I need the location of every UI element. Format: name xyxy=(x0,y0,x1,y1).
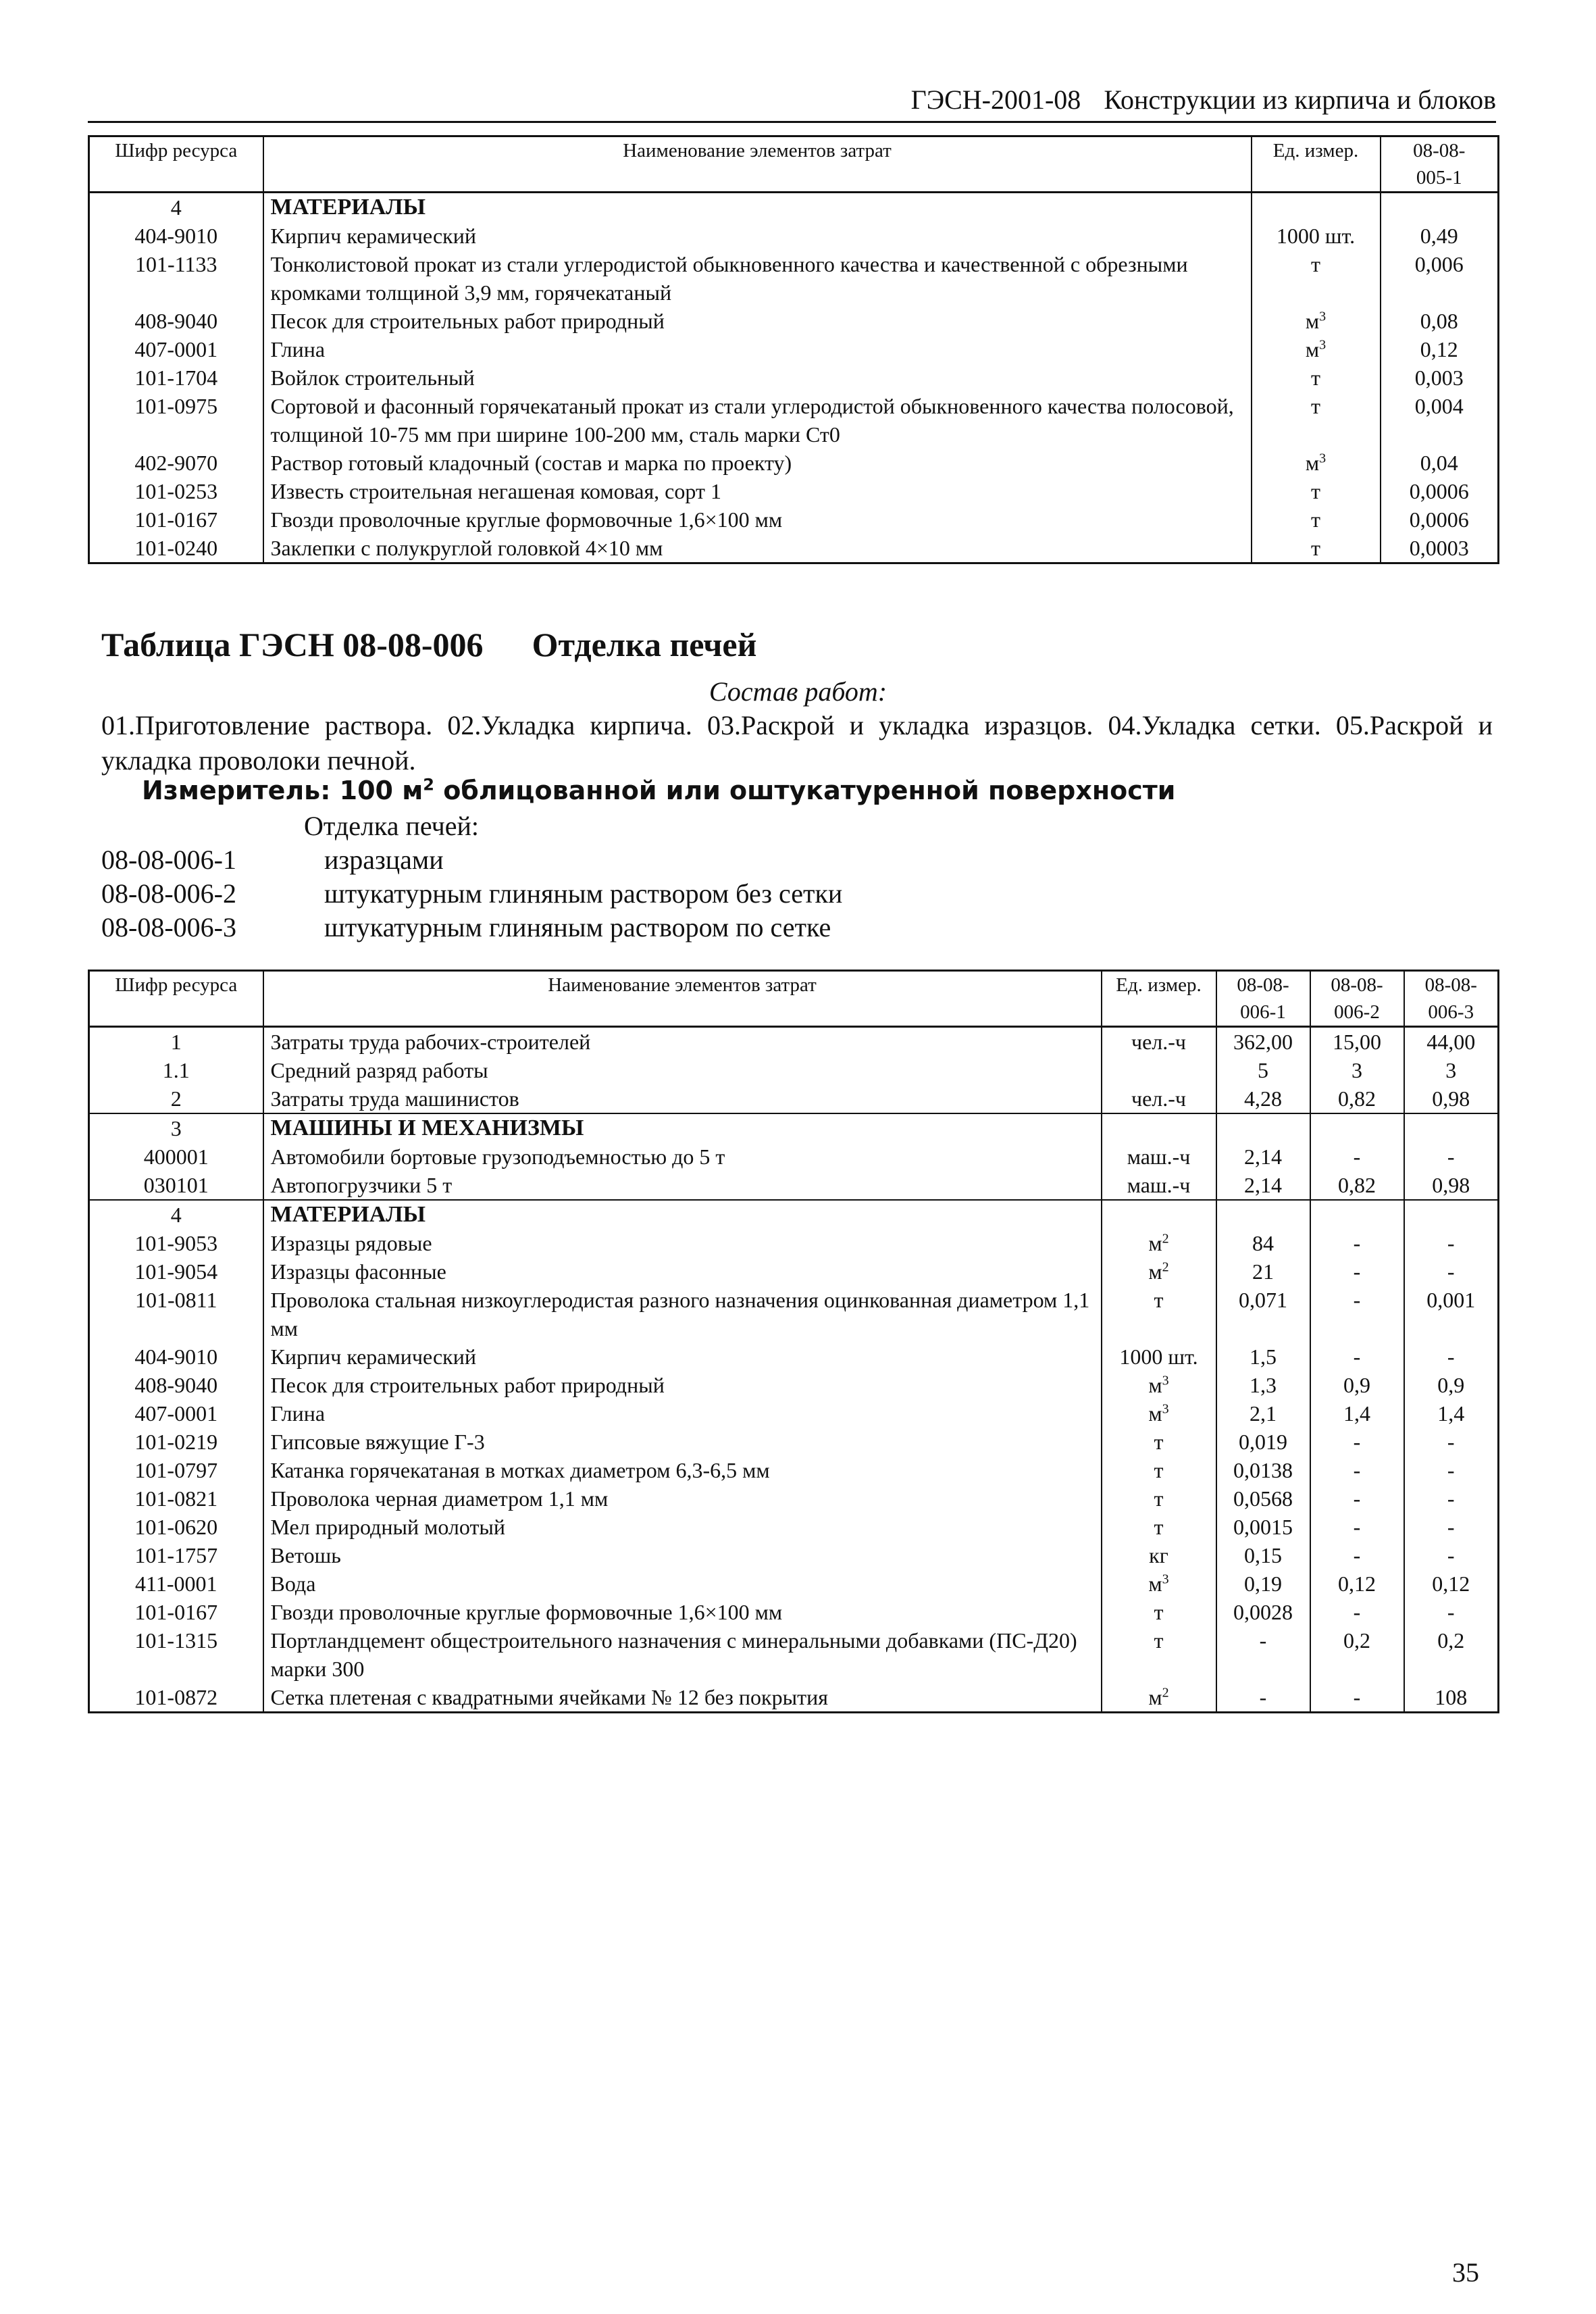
value-006-1: - xyxy=(1216,1683,1310,1713)
resource-unit: маш.-ч xyxy=(1102,1142,1216,1171)
value-006-3: - xyxy=(1404,1142,1499,1171)
resource-unit: маш.-ч xyxy=(1102,1171,1216,1200)
resource-name: Войлок строительный xyxy=(263,363,1252,392)
resource-name: Известь строительная негашеная комовая, сорт 1 xyxy=(263,477,1252,505)
resource-value: 0,003 xyxy=(1381,363,1499,392)
table-row xyxy=(89,1027,1499,1057)
table-row xyxy=(89,1371,1499,1399)
value-006-2: - xyxy=(1310,1683,1404,1713)
table-name: Отделка печей xyxy=(532,626,757,663)
resource-name: Портландцемент общестроительного назначения с минеральными добавками (ПС-Д20) марки 300 xyxy=(263,1626,1102,1683)
resource-unit: кг xyxy=(1102,1541,1216,1569)
value-006-3: 0,98 xyxy=(1404,1171,1499,1200)
resource-unit: т xyxy=(1102,1428,1216,1456)
resource-value: 0,12 xyxy=(1381,335,1499,363)
resource-unit: т xyxy=(1102,1286,1216,1342)
value-006-3: - xyxy=(1404,1513,1499,1541)
resource-unit: т xyxy=(1252,392,1381,449)
resource-unit: т xyxy=(1252,250,1381,307)
resource-name: Песок для строительных работ природный xyxy=(263,1371,1102,1399)
col-header-value: 08-08- 005-1 xyxy=(1381,136,1499,193)
resource-value: 0,0006 xyxy=(1381,505,1499,534)
value-006-2: 0,82 xyxy=(1310,1171,1404,1200)
resource-name: Гвозди проволочные круглые формовочные 1,6×100 мм xyxy=(263,1598,1102,1626)
meter-description: облицованной или оштукатуренной поверхности xyxy=(443,776,1176,805)
value-006-2: 0,82 xyxy=(1310,1084,1404,1113)
table-row xyxy=(89,1229,1499,1257)
resource-unit: $м^3$ xyxy=(1252,335,1381,363)
col-header-name: Наименование элементов затрат xyxy=(263,971,1102,1027)
section-row-materials xyxy=(89,193,1499,222)
col-header-name: Наименование элементов затрат xyxy=(263,136,1252,193)
resource-code: 101-1704 xyxy=(89,363,263,392)
table-row xyxy=(89,392,1499,449)
composition-label: Состав работ: xyxy=(709,676,887,707)
value-006-1: 0,0028 xyxy=(1216,1598,1310,1626)
value-006-3: 3 xyxy=(1404,1056,1499,1084)
value-006-2: - xyxy=(1310,1456,1404,1484)
value-006-2: - xyxy=(1310,1229,1404,1257)
meter-value: 100 $м^2$ xyxy=(339,775,434,805)
table-row xyxy=(89,1484,1499,1513)
resource-unit: т xyxy=(1102,1456,1216,1484)
value-006-1: 1,5 xyxy=(1216,1342,1310,1371)
resource-code: 101-0975 xyxy=(89,392,263,449)
running-header xyxy=(88,84,1496,123)
resource-unit: т xyxy=(1252,534,1381,563)
value-006-1: 5 xyxy=(1216,1056,1310,1084)
section-code: 4 xyxy=(89,1200,263,1229)
resource-unit: чел.-ч xyxy=(1102,1084,1216,1113)
resource-name: Затраты труда машинистов xyxy=(263,1084,1102,1113)
resource-code: 101-1133 xyxy=(89,250,263,307)
resource-name: Изразцы фасонные xyxy=(263,1257,1102,1286)
resource-code: 101-0872 xyxy=(89,1683,263,1713)
table-row xyxy=(89,1598,1499,1626)
value-006-2: - xyxy=(1310,1286,1404,1342)
col-header-006-1: 08-08- 006-1 xyxy=(1216,971,1310,1027)
variant-item xyxy=(101,877,842,911)
resource-name: Песок для строительных работ природный xyxy=(263,307,1252,335)
value-006-3: 0,001 xyxy=(1404,1286,1499,1342)
table-row xyxy=(89,1171,1499,1200)
col-header-code: Шифр ресурса xyxy=(89,971,263,1027)
resource-unit: $м^2$ xyxy=(1102,1683,1216,1713)
resource-value: 0,0006 xyxy=(1381,477,1499,505)
col-header-006-3: 08-08- 006-3 xyxy=(1404,971,1499,1027)
value-006-3: - xyxy=(1404,1541,1499,1569)
value-006-1: - xyxy=(1216,1626,1310,1683)
resource-unit: 1000 шт. xyxy=(1252,222,1381,250)
resource-name: Глина xyxy=(263,335,1252,363)
value-006-2: 0,12 xyxy=(1310,1569,1404,1598)
value-006-1: 84 xyxy=(1216,1229,1310,1257)
value-006-2: - xyxy=(1310,1598,1404,1626)
value-006-1: 4,28 xyxy=(1216,1084,1310,1113)
table-row xyxy=(89,1428,1499,1456)
resource-unit: $м^3$ xyxy=(1102,1399,1216,1428)
meter-line xyxy=(142,776,1175,805)
resource-code: 101-0821 xyxy=(89,1484,263,1513)
table-row xyxy=(89,1399,1499,1428)
value-006-3: - xyxy=(1404,1456,1499,1484)
value-006-2: 0,2 xyxy=(1310,1626,1404,1683)
resource-code: 404-9010 xyxy=(89,222,263,250)
section-name: МАТЕРИАЛЫ xyxy=(263,193,1252,222)
variant-item xyxy=(101,843,842,877)
resource-code: 101-1757 xyxy=(89,1541,263,1569)
resource-name: Проволока стальная низкоуглеродистая разного назначения оцинкованная диаметром 1,1 мм xyxy=(263,1286,1102,1342)
resource-code: 101-0797 xyxy=(89,1456,263,1484)
resource-name: Глина xyxy=(263,1399,1102,1428)
value-006-3: - xyxy=(1404,1598,1499,1626)
value-006-1: 0,0568 xyxy=(1216,1484,1310,1513)
resource-name: Сортовой и фасонный горячекатаный прокат из стали углеродистой обыкновенного качества полосовой, толщиной 10-75 мм при ширине 100-200 мм, сталь марки Ст0 xyxy=(263,392,1252,449)
resource-unit: $м^3$ xyxy=(1102,1371,1216,1399)
table-08-08-005 xyxy=(88,135,1499,564)
resource-code: 101-0253 xyxy=(89,477,263,505)
variant-description: штукатурным глиняным раствором без сетки xyxy=(324,878,843,909)
section-row-materials xyxy=(89,1200,1499,1229)
resource-code: 101-9053 xyxy=(89,1229,263,1257)
table-row xyxy=(89,1257,1499,1286)
resource-code: 101-0167 xyxy=(89,505,263,534)
resource-value: 0,0003 xyxy=(1381,534,1499,563)
resource-name: Кирпич керамический xyxy=(263,1342,1102,1371)
resource-unit: т xyxy=(1102,1484,1216,1513)
resource-name: Затраты труда рабочих-строителей xyxy=(263,1027,1102,1057)
table-row xyxy=(89,534,1499,563)
value-006-2: - xyxy=(1310,1142,1404,1171)
section-code: 4 xyxy=(89,193,263,222)
value-006-2: 0,9 xyxy=(1310,1371,1404,1399)
value-006-3: - xyxy=(1404,1257,1499,1286)
section-code: 3 xyxy=(89,1113,263,1142)
table-row xyxy=(89,1626,1499,1683)
resource-code: 101-1315 xyxy=(89,1626,263,1683)
resource-unit: т xyxy=(1252,477,1381,505)
value-006-1: 0,019 xyxy=(1216,1428,1310,1456)
table-row xyxy=(89,1456,1499,1484)
resource-name: Раствор готовый кладочный (состав и марка по проекту) xyxy=(263,449,1252,477)
value-006-3: - xyxy=(1404,1342,1499,1371)
resource-name: Вода xyxy=(263,1569,1102,1598)
section-name: МАТЕРИАЛЫ xyxy=(263,1200,1102,1229)
table-row xyxy=(89,1056,1499,1084)
col-header-code: Шифр ресурса xyxy=(89,136,263,193)
resource-name: Ветошь xyxy=(263,1541,1102,1569)
resource-code: 2 xyxy=(89,1084,263,1113)
resource-code: 101-0167 xyxy=(89,1598,263,1626)
value-006-3: 0,12 xyxy=(1404,1569,1499,1598)
table-row xyxy=(89,335,1499,363)
value-006-3: 1,4 xyxy=(1404,1399,1499,1428)
resource-name: Сетка плетеная с квадратными ячейками № 12 без покрытия xyxy=(263,1683,1102,1713)
value-006-1: 0,0138 xyxy=(1216,1456,1310,1484)
table-row xyxy=(89,250,1499,307)
resource-code: 101-0620 xyxy=(89,1513,263,1541)
value-006-2: - xyxy=(1310,1484,1404,1513)
value-006-3: - xyxy=(1404,1484,1499,1513)
value-006-1: 2,1 xyxy=(1216,1399,1310,1428)
col-header-006-2: 08-08- 006-2 xyxy=(1310,971,1404,1027)
resource-code: 1.1 xyxy=(89,1056,263,1084)
variants-list xyxy=(101,809,842,945)
resource-unit: $м^3$ xyxy=(1252,307,1381,335)
table-title xyxy=(101,625,756,664)
variant-description: изразцами xyxy=(324,845,444,875)
value-006-1: 0,19 xyxy=(1216,1569,1310,1598)
resource-code: 408-9040 xyxy=(89,307,263,335)
table-row xyxy=(89,1569,1499,1598)
value-006-1: 21 xyxy=(1216,1257,1310,1286)
resource-name: Гвозди проволочные круглые формовочные 1,6×100 мм xyxy=(263,505,1252,534)
resource-name: Автопогрузчики 5 т xyxy=(263,1171,1102,1200)
resource-code: 1 xyxy=(89,1027,263,1057)
resource-code: 030101 xyxy=(89,1171,263,1200)
resource-name: Заклепки с полукруглой головкой 4×10 мм xyxy=(263,534,1252,563)
resource-unit: 1000 шт. xyxy=(1102,1342,1216,1371)
resource-code: 404-9010 xyxy=(89,1342,263,1371)
value-006-3: 0,2 xyxy=(1404,1626,1499,1683)
page-number: 35 xyxy=(1452,2257,1479,2288)
resource-code: 407-0001 xyxy=(89,1399,263,1428)
value-006-2: - xyxy=(1310,1342,1404,1371)
resource-name: Мел природный молотый xyxy=(263,1513,1102,1541)
value-006-1: 0,0015 xyxy=(1216,1513,1310,1541)
table-row xyxy=(89,1084,1499,1113)
resource-code: 101-0219 xyxy=(89,1428,263,1456)
composition-text: 01.Приготовление раствора. 02.Укладка кирпича. 03.Раскрой и укладка изразцов. 04.Укладка сетки. 05.Раскрой и укладка проволоки печной. xyxy=(101,710,1493,776)
resource-name: Кирпич керамический xyxy=(263,222,1252,250)
resource-unit: $м^3$ xyxy=(1252,449,1381,477)
variant-item xyxy=(101,911,842,945)
value-006-1: 0,15 xyxy=(1216,1541,1310,1569)
resource-code: 101-9054 xyxy=(89,1257,263,1286)
value-006-2: 3 xyxy=(1310,1056,1404,1084)
value-006-1: 2,14 xyxy=(1216,1171,1310,1200)
resource-code: 101-0240 xyxy=(89,534,263,563)
value-006-2: 15,00 xyxy=(1310,1027,1404,1057)
resource-value: 0,08 xyxy=(1381,307,1499,335)
variants-heading: Отделка печей: xyxy=(304,811,480,841)
value-006-3: - xyxy=(1404,1428,1499,1456)
resource-code: 101-0811 xyxy=(89,1286,263,1342)
table-row xyxy=(89,1142,1499,1171)
resource-code: 408-9040 xyxy=(89,1371,263,1399)
value-006-1: 1,3 xyxy=(1216,1371,1310,1399)
col-header-unit: Ед. измер. xyxy=(1252,136,1381,193)
table-row xyxy=(89,505,1499,534)
resource-unit: т xyxy=(1102,1598,1216,1626)
table-row xyxy=(89,1342,1499,1371)
variant-code: 08-08-006-3 xyxy=(101,912,236,942)
meter-label: Измеритель: xyxy=(142,776,331,805)
resource-unit: $м^2$ xyxy=(1102,1229,1216,1257)
table-row xyxy=(89,363,1499,392)
resource-code: 411-0001 xyxy=(89,1569,263,1598)
resource-unit: т xyxy=(1252,363,1381,392)
resource-name: Катанка горячекатаная в мотках диаметром 6,3-6,5 мм xyxy=(263,1456,1102,1484)
resource-unit: чел.-ч xyxy=(1102,1027,1216,1057)
value-006-2: - xyxy=(1310,1513,1404,1541)
value-006-1: 362,00 xyxy=(1216,1027,1310,1057)
resource-value: 0,004 xyxy=(1381,392,1499,449)
value-006-2: - xyxy=(1310,1428,1404,1456)
value-006-3: 108 xyxy=(1404,1683,1499,1713)
value-006-2: - xyxy=(1310,1257,1404,1286)
value-006-3: 0,9 xyxy=(1404,1371,1499,1399)
resource-name: Проволока черная диаметром 1,1 мм xyxy=(263,1484,1102,1513)
section-name: МАШИНЫ И МЕХАНИЗМЫ xyxy=(263,1113,1102,1142)
resource-unit: $м^2$ xyxy=(1102,1257,1216,1286)
doc-code: ГЭСН-2001-08 xyxy=(910,84,1081,115)
col-header-unit: Ед. измер. xyxy=(1102,971,1216,1027)
table-08-08-006 xyxy=(88,970,1499,1713)
value-006-3: 0,98 xyxy=(1404,1084,1499,1113)
table-row xyxy=(89,222,1499,250)
table-row xyxy=(89,449,1499,477)
value-006-1: 2,14 xyxy=(1216,1142,1310,1171)
resource-code: 407-0001 xyxy=(89,335,263,363)
resource-name: Гипсовые вяжущие Г-3 xyxy=(263,1428,1102,1456)
resource-code: 400001 xyxy=(89,1142,263,1171)
table-row xyxy=(89,1683,1499,1713)
table-row xyxy=(89,1286,1499,1342)
table-row xyxy=(89,1541,1499,1569)
value-006-3: 44,00 xyxy=(1404,1027,1499,1057)
value-006-1: 0,071 xyxy=(1216,1286,1310,1342)
section-row-machines xyxy=(89,1113,1499,1142)
table-row xyxy=(89,1513,1499,1541)
table-number: Таблица ГЭСН 08-08-006 xyxy=(101,626,484,663)
resource-unit: т xyxy=(1102,1626,1216,1683)
resource-name: Средний разряд работы xyxy=(263,1056,1102,1084)
resource-unit: $м^3$ xyxy=(1102,1569,1216,1598)
table-row xyxy=(89,307,1499,335)
resource-unit: т xyxy=(1252,505,1381,534)
resource-value: 0,006 xyxy=(1381,250,1499,307)
resource-value: 0,49 xyxy=(1381,222,1499,250)
resource-name: Изразцы рядовые xyxy=(263,1229,1102,1257)
resource-unit xyxy=(1102,1056,1216,1084)
variant-code: 08-08-006-2 xyxy=(101,878,236,909)
variant-code: 08-08-006-1 xyxy=(101,845,236,875)
table-row xyxy=(89,477,1499,505)
resource-unit: т xyxy=(1102,1513,1216,1541)
resource-value: 0,04 xyxy=(1381,449,1499,477)
variant-description: штукатурным глиняным раствором по сетке xyxy=(324,912,831,942)
value-006-3: - xyxy=(1404,1229,1499,1257)
value-006-2: - xyxy=(1310,1541,1404,1569)
value-006-2: 1,4 xyxy=(1310,1399,1404,1428)
resource-name: Автомобили бортовые грузоподъемностью до 5 т xyxy=(263,1142,1102,1171)
doc-title: Конструкции из кирпича и блоков xyxy=(1104,84,1496,115)
resource-name: Тонколистовой прокат из стали углеродистой обыкновенного качества и качественной с обрезными кромками толщиной 3,9 мм, горячекатаный xyxy=(263,250,1252,307)
resource-code: 402-9070 xyxy=(89,449,263,477)
